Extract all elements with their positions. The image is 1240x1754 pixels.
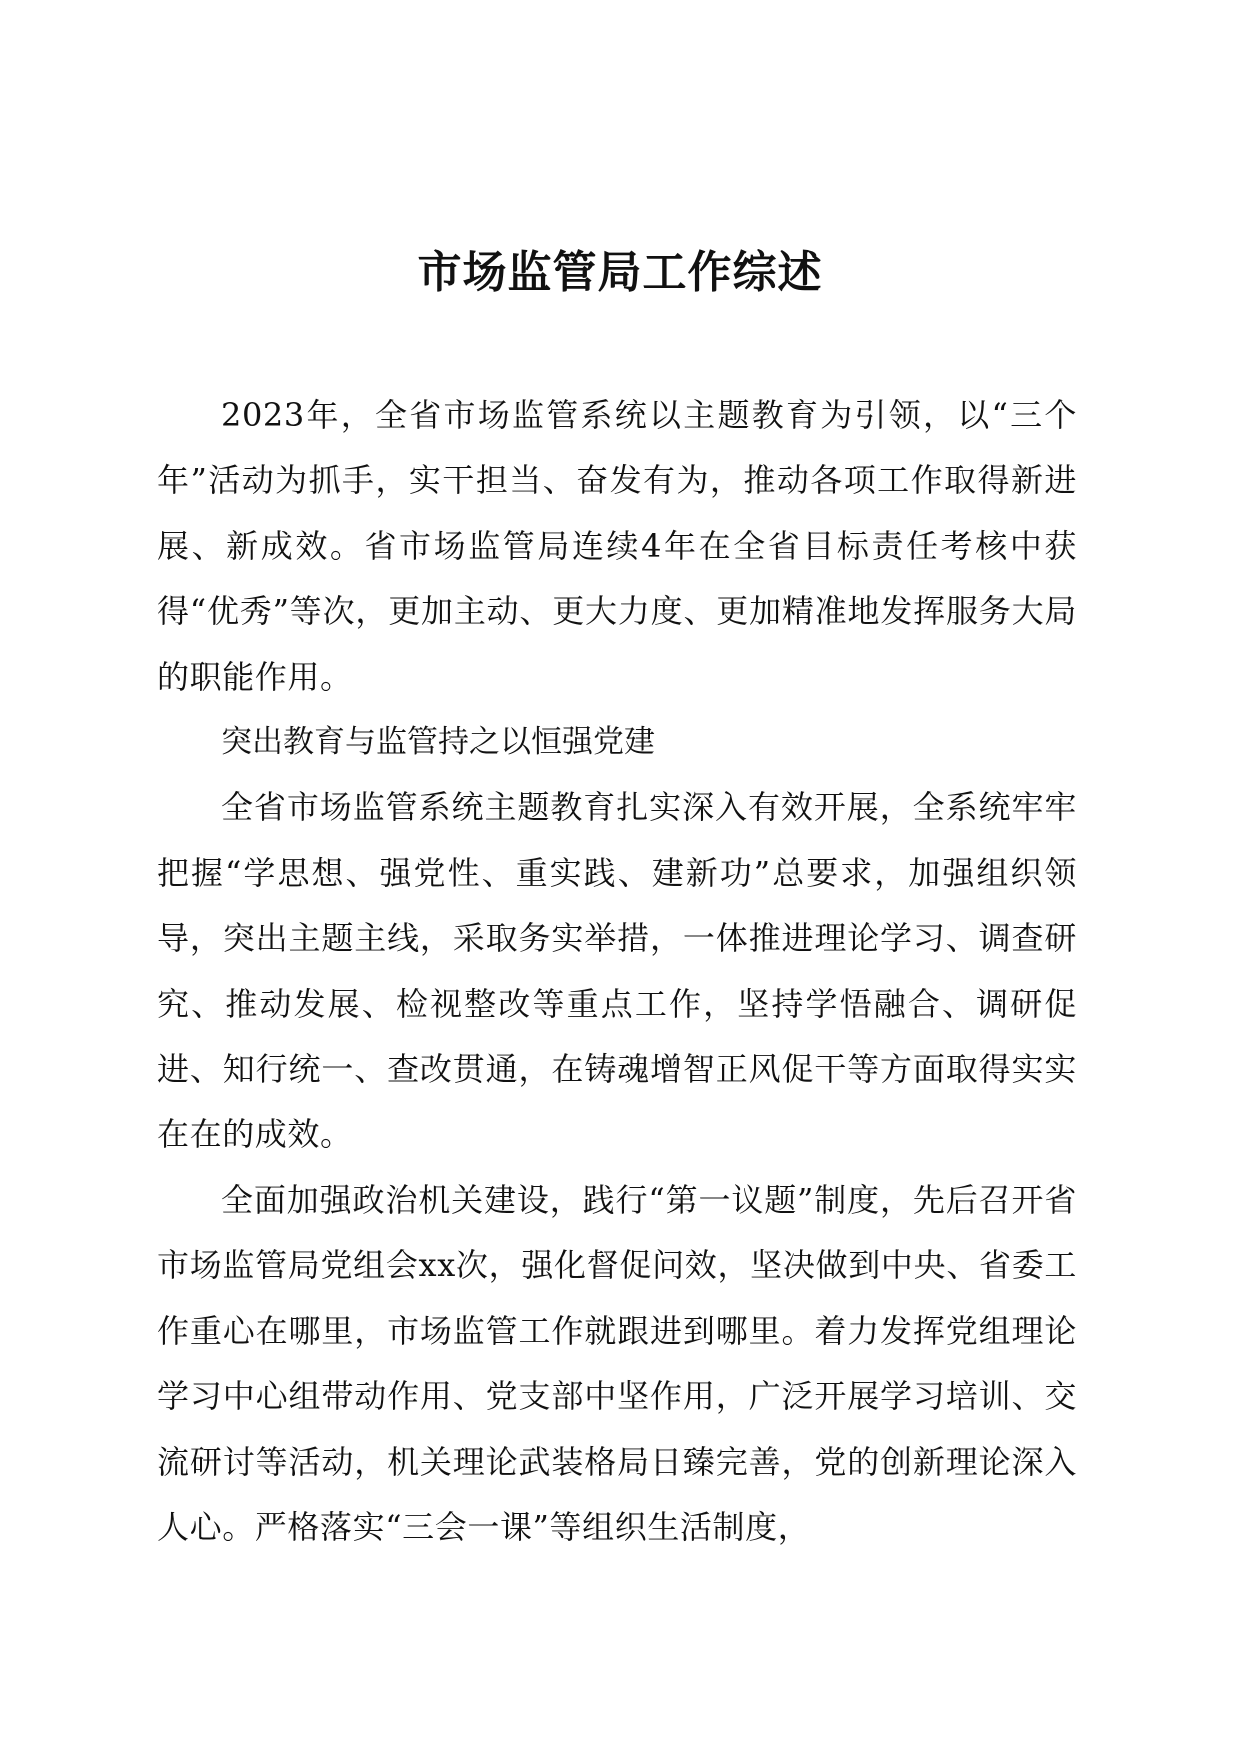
intro-paragraph: 2023年，全省市场监管系统以主题教育为引领，以“三个年”活动为抓手，实干担当、奋发有为，推动各项工作取得新进展、新成效。省市场监管局连续4年在全省目标责任考核中获得“优秀”等次，更加主动、更大力度、更加精准地发挥服务大局的职能作用。 (157, 396, 1077, 696)
section-heading: 突出教育与监管持之以恒强党建 (221, 724, 655, 761)
body-paragraph-2: 全面加强政治机关建设，践行“第一议题”制度，先后召开省市场监管局党组会xx次，强化督促问效，坚决做到中央、省委工作重心在哪里，市场监管工作就跟进到哪里。着力发挥党组理论学习中心组带动作用、党支部中坚作用，广泛开展学习培训、交流研讨等活动，机关理论武装格局日臻完善，党的创新理论深入人心。严格落实“三会一课”等组织生活制度， (157, 1180, 1077, 1546)
body-paragraph-1: 全省市场监管系统主题教育扎实深入有效开展，全系统牢牢把握“学思想、强党性、重实践、建新功”总要求，加强组织领导，突出主题主线，采取务实举措，一体推进理论学习、调查研究、推动发展、检视整改等重点工作，坚持学悟融合、调研促进、知行统一、查改贯通，在铸魂增智正风促干等方面取得实实在在的成效。 (157, 788, 1077, 1154)
document-body (157, 383, 1077, 1560)
document-title: 市场监管局工作综述 (417, 247, 823, 298)
